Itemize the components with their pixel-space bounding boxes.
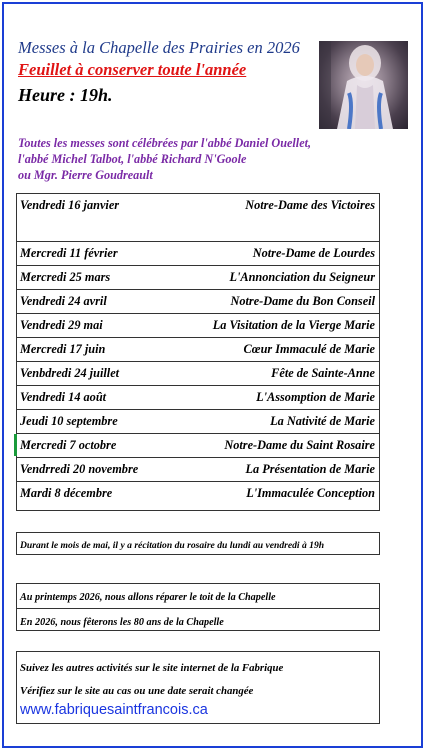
verify-note: Vérifiez sur le site au cas ou une date serait changée bbox=[20, 685, 254, 697]
celebrants-line: Toutes les messes sont célébrées par l'abbé Daniel Ouellet, bbox=[18, 136, 312, 150]
schedule-date: Vendredi 24 avril bbox=[20, 293, 107, 308]
schedule-row bbox=[17, 361, 379, 384]
roof-note: Au printemps 2026, nous allons réparer le toit de la Chapelle bbox=[20, 592, 276, 603]
schedule-feast: Notre-Dame de Lourdes bbox=[252, 245, 375, 260]
schedule-date: Mercredi 25 mars bbox=[20, 269, 111, 284]
website-link[interactable]: www.fabriquesaintfrancois.ca bbox=[20, 702, 208, 718]
schedule-row bbox=[17, 265, 379, 288]
schedule-row bbox=[17, 409, 379, 432]
schedule-feast: La Visitation de la Vierge Marie bbox=[212, 317, 375, 332]
schedule-row bbox=[17, 313, 379, 336]
mass-schedule-table bbox=[16, 193, 380, 511]
schedule-date: Mercredi 7 octobre bbox=[20, 437, 117, 452]
follow-note: Suivez les autres activités sur le site internet de la Fabrique bbox=[20, 662, 284, 674]
schedule-date: Mercredi 11 février bbox=[20, 245, 118, 260]
celebrants-line: ou Mgr. Pierre Goudreault bbox=[18, 168, 153, 182]
schedule-date: Vendredi 29 mai bbox=[20, 317, 103, 332]
mass-hour: Heure : 19h. bbox=[18, 85, 113, 105]
schedule-date: Venbdredi 24 juillet bbox=[20, 365, 120, 380]
rosary-note: Durant le mois de mai, il y a récitation du rosaire du lundi au vendredi à 19h bbox=[20, 540, 325, 551]
schedule-row bbox=[17, 194, 379, 217]
flyer-title: Messes à la Chapelle des Prairies en 2026 bbox=[18, 38, 300, 57]
schedule-row bbox=[17, 241, 379, 264]
rosary-note-box bbox=[16, 532, 380, 555]
schedule-date: Vendrredi 20 novembre bbox=[20, 461, 139, 476]
schedule-feast: La Nativité de Marie bbox=[270, 413, 375, 428]
schedule-row bbox=[17, 289, 379, 312]
schedule-feast: Fête de Sainte-Anne bbox=[271, 365, 375, 380]
schedule-date: Mercredi 17 juin bbox=[20, 341, 106, 356]
schedule-row bbox=[17, 481, 379, 504]
anniversary-note: En 2026, nous fêterons les 80 ans de la Chapelle bbox=[17, 608, 379, 632]
madonna-statue-photo bbox=[319, 41, 408, 129]
schedule-feast: Cœur Immaculé de Marie bbox=[243, 341, 375, 356]
celebrants-text bbox=[18, 135, 358, 183]
announcements-box bbox=[16, 583, 380, 631]
schedule-row bbox=[17, 433, 379, 456]
schedule-date: Vendredi 14 août bbox=[20, 389, 107, 404]
schedule-feast: L'Immaculée Conception bbox=[246, 485, 375, 500]
flyer-subtitle: Feuillet à conserver toute l'année bbox=[18, 60, 247, 79]
schedule-feast: Notre-Dame du Bon Conseil bbox=[230, 293, 375, 308]
schedule-feast: Notre-Dame des Victoires bbox=[245, 198, 375, 212]
schedule-feast: Notre-Dame du Saint Rosaire bbox=[224, 437, 375, 452]
schedule-row bbox=[17, 337, 379, 360]
green-edge-marker bbox=[14, 434, 17, 456]
schedule-feast: La Présentation de Marie bbox=[245, 461, 375, 476]
website-box bbox=[16, 651, 380, 724]
celebrants-line: l'abbé Michel Talbot, l'abbé Richard N'Goole bbox=[18, 152, 247, 166]
schedule-date: Mardi 8 décembre bbox=[20, 485, 113, 500]
schedule-feast: L'Annonciation du Seigneur bbox=[229, 269, 375, 284]
schedule-row bbox=[17, 385, 379, 408]
schedule-row bbox=[17, 457, 379, 480]
schedule-date: Jeudi 10 septembre bbox=[20, 413, 118, 428]
schedule-feast: L'Assomption de Marie bbox=[256, 389, 375, 404]
schedule-date: Vendredi 16 janvier bbox=[20, 198, 120, 212]
